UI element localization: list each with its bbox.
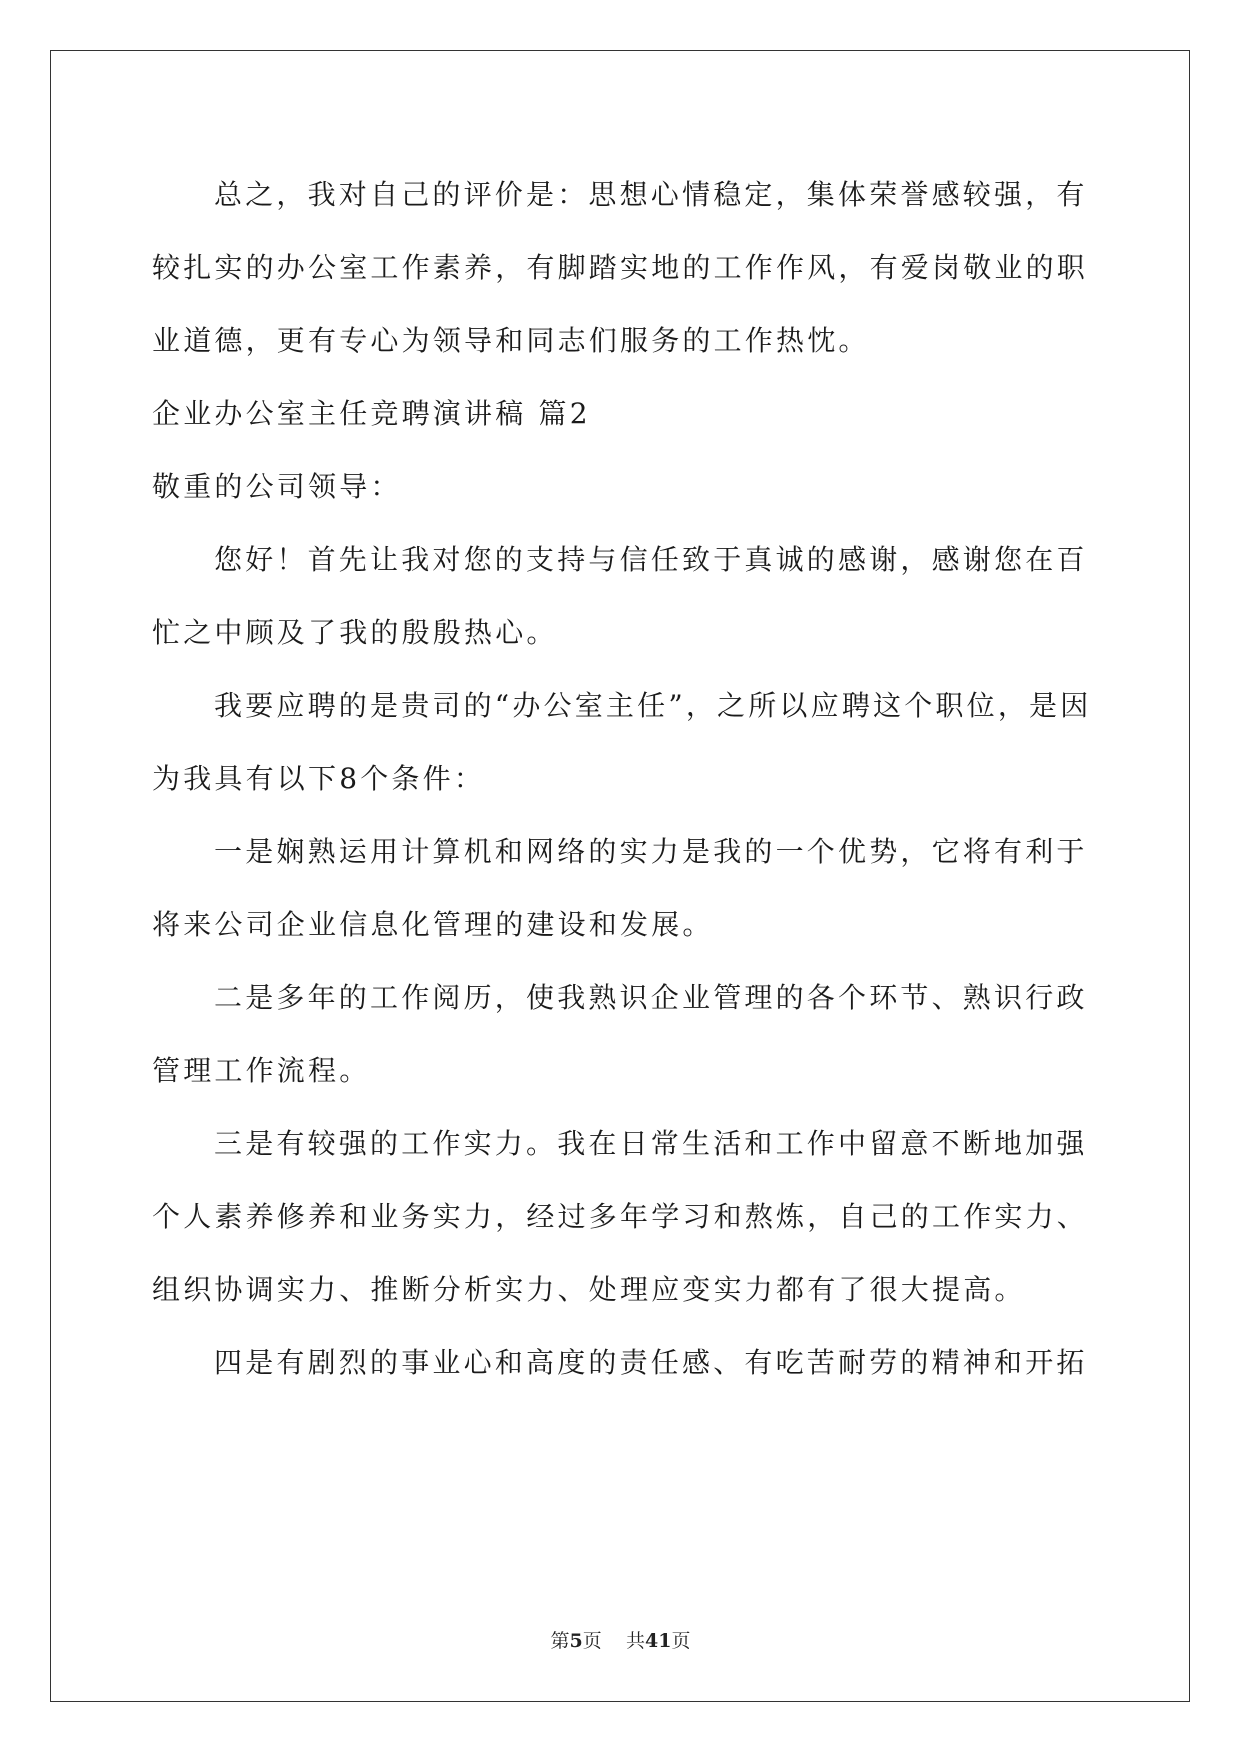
paragraph-line: 三是有较强的工作实力。我在日常生活和工作中留意不断地加强 — [214, 1127, 1088, 1160]
paragraph-line: 较扎实的办公室工作素养，有脚踏实地的工作作风，有爱岗敬业的职 — [152, 251, 1089, 284]
salutation: 敬重的公司领导： — [152, 470, 402, 503]
paragraph-line: 四是有剧烈的事业心和高度的责任感、有吃苦耐劳的精神和开拓 — [214, 1346, 1088, 1379]
page-footer — [0, 1626, 1241, 1653]
section-heading: 企业办公室主任竞聘演讲稿 篇2 — [152, 397, 591, 430]
paragraph-line: 我要应聘的是贵司的“办公室主任”，之所以应聘这个职位，是因 — [214, 689, 1092, 722]
footer-prefix: 第 — [550, 1630, 570, 1652]
paragraph-line: 忙之中顾及了我的殷殷热心。 — [152, 616, 558, 649]
paragraph-line: 一是娴熟运用计算机和网络的实力是我的一个优势，它将有利于 — [214, 835, 1088, 868]
paragraph-line: 组织协调实力、推断分析实力、处理应变实力都有了很大提高。 — [152, 1273, 1026, 1306]
paragraph-line: 二是多年的工作阅历，使我熟识企业管理的各个环节、熟识行政 — [214, 981, 1088, 1014]
paragraph-line: 管理工作流程。 — [152, 1054, 371, 1087]
total-pages-number: 41 — [644, 1630, 672, 1652]
document-body — [152, 158, 1092, 1399]
paragraph-line: 个人素养修养和业务实力，经过多年学习和熬炼，自己的工作实力、 — [152, 1200, 1089, 1233]
paragraph-line: 为我具有以下8个条件： — [152, 762, 486, 795]
footer-total-suffix: 页 — [671, 1630, 691, 1652]
paragraph-line: 将来公司企业信息化管理的建设和发展。 — [152, 908, 714, 941]
current-page-number: 5 — [569, 1630, 583, 1652]
paragraph-line: 业道德，更有专心为领导和同志们服务的工作热忱。 — [152, 324, 870, 357]
paragraph-line: 总之，我对自己的评价是：思想心情稳定，集体荣誉感较强，有 — [214, 178, 1088, 211]
footer-page-suffix: 页 — [582, 1630, 602, 1652]
footer-total-prefix: 共 — [625, 1630, 645, 1652]
paragraph-line: 您好！首先让我对您的支持与信任致于真诚的感谢，感谢您在百 — [214, 543, 1088, 576]
